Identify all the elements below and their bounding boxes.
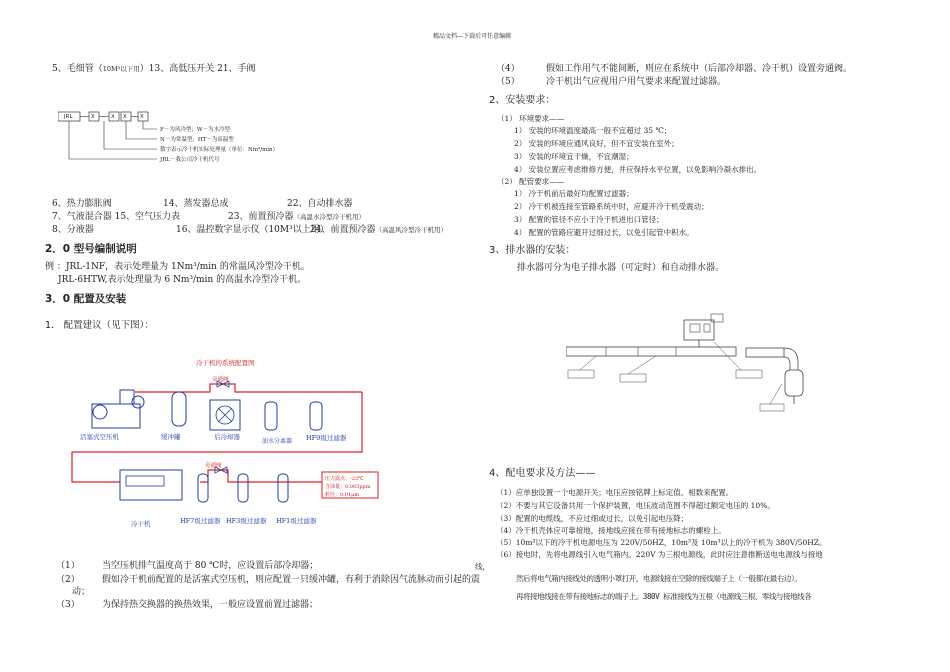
section-2-title: 2．0 型号编制说明 [45, 243, 137, 255]
note-1 [56, 561, 319, 572]
parts-row-8-c3 [310, 225, 447, 236]
page-header: 精品文档---下载后可任意编辑 [433, 33, 512, 40]
parts-row-7-c3 [228, 212, 365, 223]
install-env-3: 3） 安装的环境宜干燥，不宜潮湿； [514, 152, 634, 161]
diagram-spec-3: 粒径：0.01μm [325, 492, 360, 498]
diagram-label-hf7: HF7级过滤器 [180, 517, 221, 525]
parts-row-7-c3-text: 23、前置预冷器 [228, 212, 294, 222]
power-cont-1: 然后将电气箱内接线处的透明小罩打开，电源线接在空除的接线端子上（一般都在最右边）。 [516, 574, 802, 583]
diagram-label-cooler: 后冷却器 [214, 433, 240, 441]
parts-line-5 [52, 64, 256, 75]
install-env-2: 2） 安装的环境应通风良好，但不宜安装在室外； [514, 139, 679, 148]
note-4 [496, 64, 853, 75]
model-box-2: X [91, 114, 95, 120]
note-4-num: （4） [496, 64, 520, 74]
model-legend-2: N－为常温型；HT－为高温型 [160, 137, 234, 143]
model-legend-1: F－为风冷型；W－为水冷型 [160, 127, 230, 133]
note-1-text: 当空压机排气温度高于 80 ℃时，应设置后部冷却器； [102, 561, 319, 571]
parts-row-7-c3-small: （高温水冷型冷干机用） [293, 213, 365, 221]
model-box-4: X [123, 114, 127, 120]
parts-row-8-c3-text: 24、前置预冷器 [310, 225, 376, 235]
drain-text: 排水器可分为电子排水器（可定时）和自动排水器。 [517, 263, 725, 273]
parts-row-6-c3: 22、自动排水器 [287, 199, 353, 209]
power-item-2: （2）不要与其它设备共用一个保护装置，电压波动范围不得超过额定电压的 10%。 [496, 501, 775, 510]
note-5-num: （5） [496, 77, 520, 87]
section-2-line-1: 例 ：JRL-1NF，表示处理量为 1Nm³/min 的常温风冷型冷干机。 [45, 262, 310, 272]
diagram-label-buffer: 缓冲罐 [161, 433, 181, 441]
drain-title: 3、排水器的安装： [489, 245, 576, 256]
power-item-1: （1）应单独设置一个电源开关；电压应按铭牌上标定值、相数来配置。 [496, 488, 734, 497]
install-pipe-2: 2） 冷干机被连接至管路系统中时，应避开冷干机受震动； [514, 202, 709, 211]
section-2-line-2: JRL-6HTW,表示处理量为 6 Nm³/min 的高温水冷型冷干机。 [58, 275, 307, 285]
power-item-6-wrap: 线， [475, 562, 490, 571]
note-2-cont: 动； [72, 587, 91, 597]
note-1-num: （1） [56, 561, 80, 571]
model-legend-4: JRL－我公司冷干机代号 [160, 157, 220, 163]
diagram-label-separator: 油水分离器 [262, 438, 293, 445]
diagram-bypass-bottom: 旁通阀 [205, 463, 222, 469]
parts-row-7-c1: 7、气液混合器 15、空气压力表 [52, 212, 181, 222]
install-title: 2、安装要求： [489, 95, 556, 106]
drain-install-figure [566, 312, 836, 412]
install-group-1: （1） 环境要求—— [497, 114, 565, 123]
parts-row-8-c3-small: （高温风冷型冷干机用） [375, 226, 447, 234]
note-2 [56, 575, 481, 586]
diagram-title: 冷干机的系统配置图 [196, 359, 255, 367]
model-box-3: X [111, 114, 115, 120]
install-env-4: 4） 安装位置应考虑维修方便，并应保持水平位置，以免影响冷凝水排出。 [514, 165, 762, 174]
diagram-label-hf3: HF3级过滤器 [226, 517, 267, 525]
install-group-2: （2） 配管要求—— [497, 177, 565, 186]
power-item-3: （3）配置的电缆线，不应过细或过长，以免引起电压降； [496, 514, 689, 523]
note-5 [496, 77, 727, 88]
parts-row-8-c2: 16、温控数字显示仪（10M³以上用） [176, 225, 329, 235]
parts-row-8-c1: 8、分液器 [52, 225, 94, 235]
note-5-text: 冷干机出气应视用户用气要求来配置过滤器。 [546, 77, 727, 87]
model-legend-3: 数字表示冷干机实际处理量（单位：Nm³/min） [160, 147, 279, 153]
note-2-text: 假如冷干机前配置的是活塞式空压机，则应配置一只缓冲罐，有利于消除因气流脉动而引起的震 [102, 575, 481, 585]
install-env-1: 1） 安装的环境温度最高一般不宜超过 35 ℃； [514, 126, 672, 135]
power-item-6: （6）接电时，先将电源线引入电气箱内。220V 为三根电源线，此时应注意推断送电电源线与接地 [496, 550, 823, 559]
diagram-spec-2: 含油量：0.003ppm [325, 484, 371, 490]
diagram-label-hf9: HF9级过滤器 [306, 434, 347, 442]
power-title: 4、配电要求及方法—— [489, 468, 596, 479]
note-2-num: （2） [56, 575, 80, 585]
note-3-num: （3） [56, 600, 80, 610]
install-pipe-4: 4） 配置的管路应避开过细过长，以免引起管中积水。 [514, 228, 694, 237]
note-3-text: 为保持热交换器的换热效果，一般应设置前置过滤器； [102, 600, 319, 610]
model-box-1: JRL [64, 114, 73, 120]
diagram-label-compressor: 活塞式空压机 [80, 433, 119, 441]
install-pipe-1: 1） 冷干机前后最好均配置过滤器； [514, 189, 634, 198]
parts-row-6-c1: 6、热力膨胀阀 [52, 199, 112, 209]
section-3-sub: 1． 配置建议（见下图）： [45, 320, 154, 331]
parts-line-5-a: 5、毛细管（ [52, 64, 103, 74]
diagram-bypass-top: 旁通阀 [212, 377, 229, 383]
diagram-label-hf1: HF1级过滤器 [276, 517, 317, 525]
power-item-4: （4）冷干机壳体应可靠接地，接地线应接在带有接地标志的螺栓上。 [496, 526, 726, 535]
diagram-spec-1: 压力露点：-23℃ [325, 476, 364, 482]
power-cont-2: 再将接地线接在带有接地标志的端子上。380V 标准接线为五根（电源线三根、零线与接地线各 [516, 592, 812, 601]
install-pipe-3: 3） 配置的管径不应小于冷干机进出口管径； [514, 215, 664, 224]
diagram-label-dryer: 冷干机 [131, 520, 151, 528]
model-box-5: X [140, 114, 144, 120]
note-3 [56, 600, 319, 611]
parts-row-6-c2: 14、蒸发器总成 [163, 199, 229, 209]
parts-line-5-small: 10M³以下用 [102, 65, 140, 73]
parts-line-5-b: ）13、高低压开关 21、手阀 [139, 64, 256, 74]
section-3-title: 3．0 配置及安装 [45, 293, 127, 305]
power-item-5: （5）10m³以下的冷干机电源电压为 220V/50HZ，10m³及 10m³以上的冷干机为 380V/50HZ。 [496, 538, 827, 547]
note-4-text: 假如工作用气不能间断，则应在系统中（后部冷却器、冷干机）设置旁通阀。 [546, 64, 853, 74]
